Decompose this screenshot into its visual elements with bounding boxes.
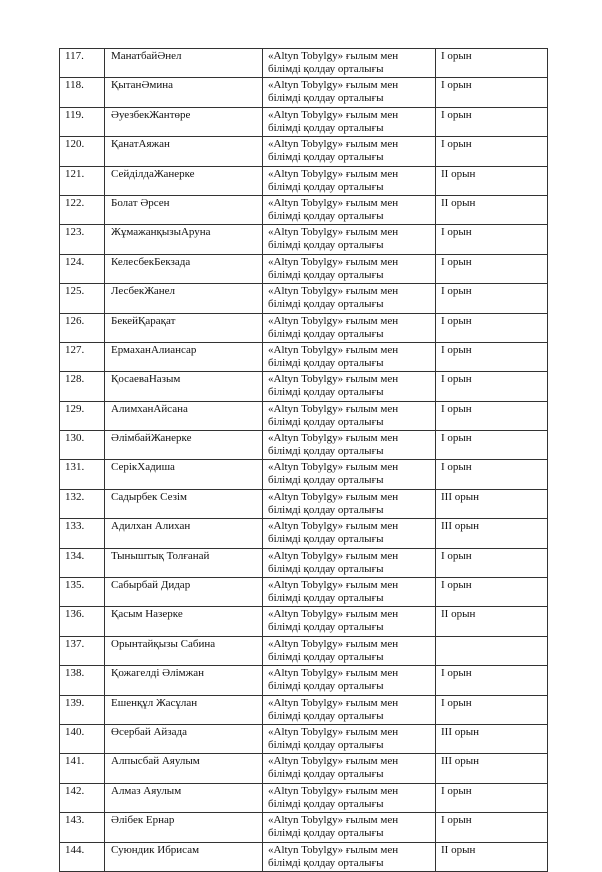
row-number: 135. [60, 578, 105, 607]
participant-name: Өсербай Айзада [105, 724, 263, 753]
organization-line-2: білімді қолдау орталығы [268, 63, 384, 75]
organization [263, 49, 436, 78]
place-award: III орын [436, 519, 548, 548]
organization-line-2: білімді қолдау орталығы [268, 827, 384, 840]
table-row [60, 724, 548, 753]
organization [263, 548, 436, 577]
organization-line-1: «Altyn Tobylgy» ғылым мен [268, 343, 399, 356]
participant-name: КелесбекБекзада [105, 254, 263, 283]
organization [263, 225, 436, 254]
table-row [60, 666, 548, 695]
place-award: I орын [436, 460, 548, 489]
participant-name: Қасым Назерке [105, 607, 263, 636]
participant-name: Садырбек Сезім [105, 489, 263, 518]
participant-name: Алпысбай Аяулым [105, 754, 263, 783]
organization-line-1: «Altyn Tobylgy» ғылым мен [268, 549, 399, 562]
organization-line-2: білімді қолдау орталығы [268, 533, 384, 546]
participant-name: Ешенқұл Жасұлан [105, 695, 263, 724]
table-row [60, 548, 548, 577]
row-number: 139. [60, 695, 105, 724]
organization-line-2: білімді қолдау орталығы [268, 503, 384, 516]
table-row [60, 489, 548, 518]
place-award: I орын [436, 431, 548, 460]
organization [263, 284, 436, 313]
organization-line-2: білімді қолдау орталығы [268, 121, 384, 134]
row-number: 137. [60, 636, 105, 665]
place-award: I орын [436, 78, 548, 107]
place-award: III орын [436, 754, 548, 783]
organization-line-1: «Altyn Tobylgy» ғылым мен [268, 843, 399, 856]
organization-line-1: «Altyn Tobylgy» ғылым мен [268, 79, 399, 92]
table-row [60, 372, 548, 401]
table-row [60, 137, 548, 166]
row-number: 140. [60, 724, 105, 753]
organization-line-1: «Altyn Tobylgy» ғылым мен [268, 167, 399, 180]
organization [263, 166, 436, 195]
participant-name: Болат Әрсен [105, 195, 263, 224]
organization-line-2: білімді қолдау орталығы [268, 445, 384, 458]
table-row [60, 49, 548, 78]
row-number: 136. [60, 607, 105, 636]
place-award [436, 636, 548, 665]
row-number: 128. [60, 372, 105, 401]
participant-name: АлимханАйсана [105, 401, 263, 430]
organization [263, 195, 436, 224]
participant-name: ЕрмаханАлиансар [105, 342, 263, 371]
table-row [60, 166, 548, 195]
organization-line-2: білімді қолдау орталығы [268, 180, 384, 193]
table-row [60, 842, 548, 871]
row-number: 144. [60, 842, 105, 871]
participant-name: Орынтайқызы Сабина [105, 636, 263, 665]
organization-line-2: білімді қолдау орталығы [268, 680, 384, 693]
organization [263, 107, 436, 136]
table-row [60, 107, 548, 136]
place-award: I орын [436, 548, 548, 577]
row-number: 126. [60, 313, 105, 342]
organization-line-2: білімді қолдау орталығы [268, 592, 384, 605]
place-award: II орын [436, 166, 548, 195]
organization [263, 783, 436, 812]
participant-name: Сабырбай Дидар [105, 578, 263, 607]
place-award: I орын [436, 137, 548, 166]
organization [263, 78, 436, 107]
organization-line-1: «Altyn Tobylgy» ғылым мен [268, 226, 399, 239]
organization-line-2: білімді қолдау орталығы [268, 415, 384, 428]
organization [263, 137, 436, 166]
participant-name: СерікХадиша [105, 460, 263, 489]
table-row [60, 401, 548, 430]
organization [263, 666, 436, 695]
organization-line-1: «Altyn Tobylgy» ғылым мен [268, 285, 399, 298]
organization [263, 489, 436, 518]
place-award: I орын [436, 107, 548, 136]
organization-line-2: білімді қолдау орталығы [268, 474, 384, 487]
organization-line-2: білімді қолдау орталығы [268, 386, 384, 399]
organization-line-1: «Altyn Tobylgy» ғылым мен [268, 490, 399, 503]
table-row [60, 607, 548, 636]
row-number: 123. [60, 225, 105, 254]
place-award: I орын [436, 695, 548, 724]
participant-name: ЖұмажанқызыАруна [105, 225, 263, 254]
table-row [60, 78, 548, 107]
place-award: I орын [436, 49, 548, 78]
organization-line-2: білімді қолдау орталығы [268, 239, 384, 252]
table-row [60, 195, 548, 224]
results-table [59, 48, 548, 872]
organization-line-1: «Altyn Tobylgy» ғылым мен [268, 784, 399, 797]
organization [263, 519, 436, 548]
organization-line-2: білімді қолдау орталығы [268, 650, 384, 663]
participant-name: ӘуезбекЖантөре [105, 107, 263, 136]
place-award: I орын [436, 783, 548, 812]
table-row [60, 519, 548, 548]
participant-name: ҚосаеваНазым [105, 372, 263, 401]
place-award: I орын [436, 401, 548, 430]
row-number: 122. [60, 195, 105, 224]
row-number: 117. [60, 49, 105, 78]
organization [263, 578, 436, 607]
organization [263, 636, 436, 665]
table-row [60, 342, 548, 371]
organization-line-1: «Altyn Tobylgy» ғылым мен [268, 373, 399, 386]
participant-name: ҚытанӘмина [105, 78, 263, 107]
row-number: 131. [60, 460, 105, 489]
organization [263, 842, 436, 871]
organization-line-2: білімді қолдау орталығы [268, 562, 384, 575]
organization-line-1: «Altyn Tobylgy» ғылым мен [268, 50, 399, 62]
organization-line-1: «Altyn Tobylgy» ғылым мен [268, 255, 399, 268]
place-award: I орын [436, 813, 548, 842]
organization-line-2: білімді қолдау орталығы [268, 268, 384, 281]
place-award: I орын [436, 254, 548, 283]
row-number: 127. [60, 342, 105, 371]
row-number: 133. [60, 519, 105, 548]
organization [263, 372, 436, 401]
organization [263, 313, 436, 342]
organization-line-1: «Altyn Tobylgy» ғылым мен [268, 314, 399, 327]
place-award: I орын [436, 666, 548, 695]
organization-line-1: «Altyn Tobylgy» ғылым мен [268, 608, 399, 621]
organization-line-2: білімді қолдау орталығы [268, 327, 384, 340]
organization [263, 254, 436, 283]
organization-line-2: білімді қолдау орталығы [268, 92, 384, 105]
table-row [60, 460, 548, 489]
participant-name: Тыныштық Толғанай [105, 548, 263, 577]
participant-name: ҚанатАяжан [105, 137, 263, 166]
organization-line-2: білімді қолдау орталығы [268, 209, 384, 222]
organization-line-1: «Altyn Tobylgy» ғылым мен [268, 196, 399, 209]
organization-line-1: «Altyn Tobylgy» ғылым мен [268, 725, 399, 738]
row-number: 143. [60, 813, 105, 842]
row-number: 119. [60, 107, 105, 136]
organization-line-1: «Altyn Tobylgy» ғылым мен [268, 579, 399, 592]
organization-line-1: «Altyn Tobylgy» ғылым мен [268, 402, 399, 415]
row-number: 134. [60, 548, 105, 577]
organization [263, 401, 436, 430]
participant-name: МанатбайӘнел [105, 49, 263, 78]
place-award: I орын [436, 342, 548, 371]
row-number: 124. [60, 254, 105, 283]
table-row [60, 754, 548, 783]
organization-line-2: білімді қолдау орталығы [268, 709, 384, 722]
table-row [60, 313, 548, 342]
row-number: 142. [60, 783, 105, 812]
organization-line-1: «Altyn Tobylgy» ғылым мен [268, 696, 399, 709]
row-number: 130. [60, 431, 105, 460]
place-award: I орын [436, 284, 548, 313]
table-row [60, 695, 548, 724]
table-row [60, 254, 548, 283]
organization [263, 460, 436, 489]
table-row [60, 431, 548, 460]
table-row [60, 578, 548, 607]
row-number: 118. [60, 78, 105, 107]
place-award: I орын [436, 372, 548, 401]
organization [263, 754, 436, 783]
organization-line-1: «Altyn Tobylgy» ғылым мен [268, 755, 399, 768]
row-number: 129. [60, 401, 105, 430]
row-number: 138. [60, 666, 105, 695]
participant-name: Адилхан Алихан [105, 519, 263, 548]
organization-line-1: «Altyn Tobylgy» ғылым мен [268, 667, 399, 680]
organization [263, 724, 436, 753]
place-award: III орын [436, 724, 548, 753]
row-number: 120. [60, 137, 105, 166]
organization [263, 431, 436, 460]
organization-line-1: «Altyn Tobylgy» ғылым мен [268, 637, 399, 650]
participant-name: ӘлімбайЖанерке [105, 431, 263, 460]
participant-name: Қожагелді Әлімжан [105, 666, 263, 695]
organization [263, 607, 436, 636]
results-table-body [60, 49, 548, 872]
place-award: II орын [436, 607, 548, 636]
organization-line-1: «Altyn Tobylgy» ғылым мен [268, 138, 399, 151]
table-row [60, 284, 548, 313]
participant-name: Әлібек Ернар [105, 813, 263, 842]
organization-line-2: білімді қолдау орталығы [268, 797, 384, 810]
place-award: II орын [436, 195, 548, 224]
participant-name: БекейҚарақат [105, 313, 263, 342]
organization-line-2: білімді қолдау орталығы [268, 768, 384, 781]
participant-name: Алмаз Аяулым [105, 783, 263, 812]
place-award: I орын [436, 225, 548, 254]
organization-line-2: білімді қолдау орталығы [268, 356, 384, 369]
table-row [60, 225, 548, 254]
table-row [60, 783, 548, 812]
organization-line-1: «Altyn Tobylgy» ғылым мен [268, 432, 399, 445]
organization-line-2: білімді қолдау орталығы [268, 621, 384, 634]
organization-line-1: «Altyn Tobylgy» ғылым мен [268, 461, 399, 474]
place-award: I орын [436, 313, 548, 342]
organization-line-2: білімді қолдау орталығы [268, 856, 384, 869]
organization-line-2: білімді қолдау орталығы [268, 738, 384, 751]
table-row [60, 813, 548, 842]
organization-line-1: «Altyn Tobylgy» ғылым мен [268, 520, 399, 533]
row-number: 132. [60, 489, 105, 518]
organization-line-2: білімді қолдау орталығы [268, 298, 384, 311]
row-number: 141. [60, 754, 105, 783]
participant-name: ЛесбекЖанел [105, 284, 263, 313]
place-award: I орын [436, 578, 548, 607]
row-number: 121. [60, 166, 105, 195]
organization [263, 695, 436, 724]
organization-line-2: білімді қолдау орталығы [268, 151, 384, 164]
participant-name: Суюндик Ибрисам [105, 842, 263, 871]
participant-name: СейділдаЖанерке [105, 166, 263, 195]
place-award: III орын [436, 489, 548, 518]
place-award: II орын [436, 842, 548, 871]
organization-line-1: «Altyn Tobylgy» ғылым мен [268, 814, 399, 827]
organization-line-1: «Altyn Tobylgy» ғылым мен [268, 108, 399, 121]
row-number: 125. [60, 284, 105, 313]
organization [263, 342, 436, 371]
table-row [60, 636, 548, 665]
organization [263, 813, 436, 842]
